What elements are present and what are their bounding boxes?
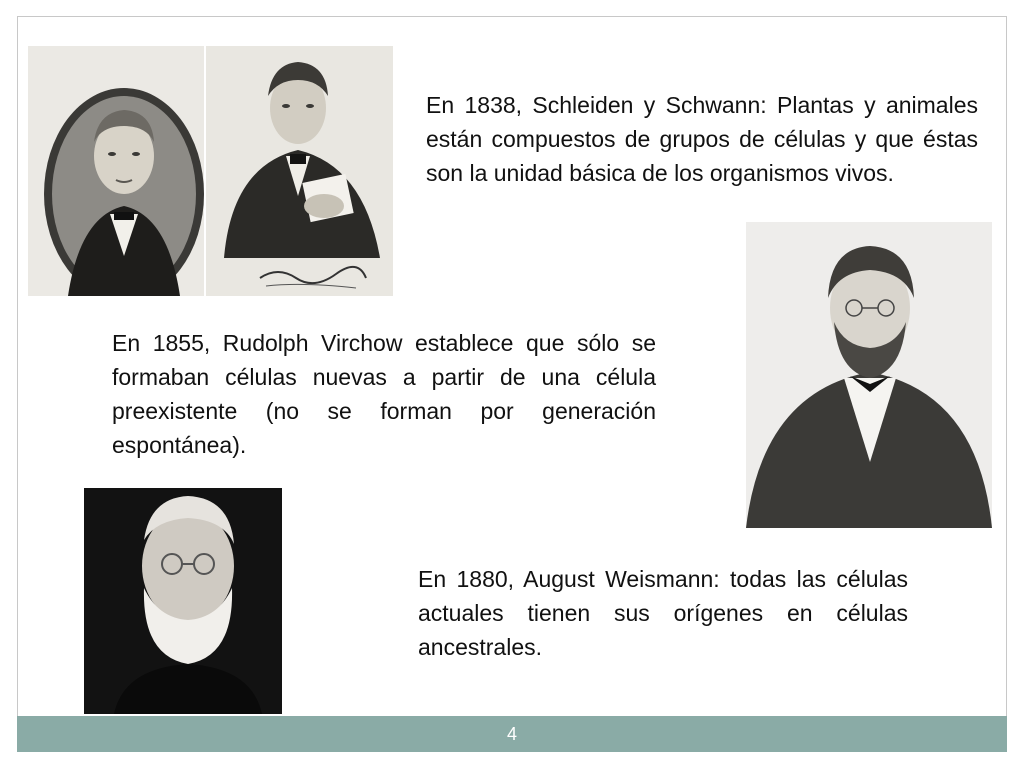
paragraph-virchow: En 1855, Rudolph Virchow establece que sólo se formaban células nuevas a partir de una célula preexistente (no se forman por generación espontánea). (112, 330, 656, 458)
paragraph-schleiden-schwann: En 1838, Schleiden y Schwann: Plantas y animales están compuestos de grupos de células y que éstas son la unidad básica de los organismos vivos. (426, 92, 978, 186)
paragraph-weismann: En 1880, August Weismann: todas las células actuales tienen sus orígenes en células ancestrales. (418, 566, 908, 660)
page-number: 4 (506, 724, 517, 744)
portrait-virchow-image (746, 222, 992, 528)
portrait-schwann-image (206, 46, 393, 296)
portrait-weismann-image (84, 488, 282, 714)
footer-bar (17, 716, 1007, 752)
portrait-schleiden-image (28, 46, 204, 296)
